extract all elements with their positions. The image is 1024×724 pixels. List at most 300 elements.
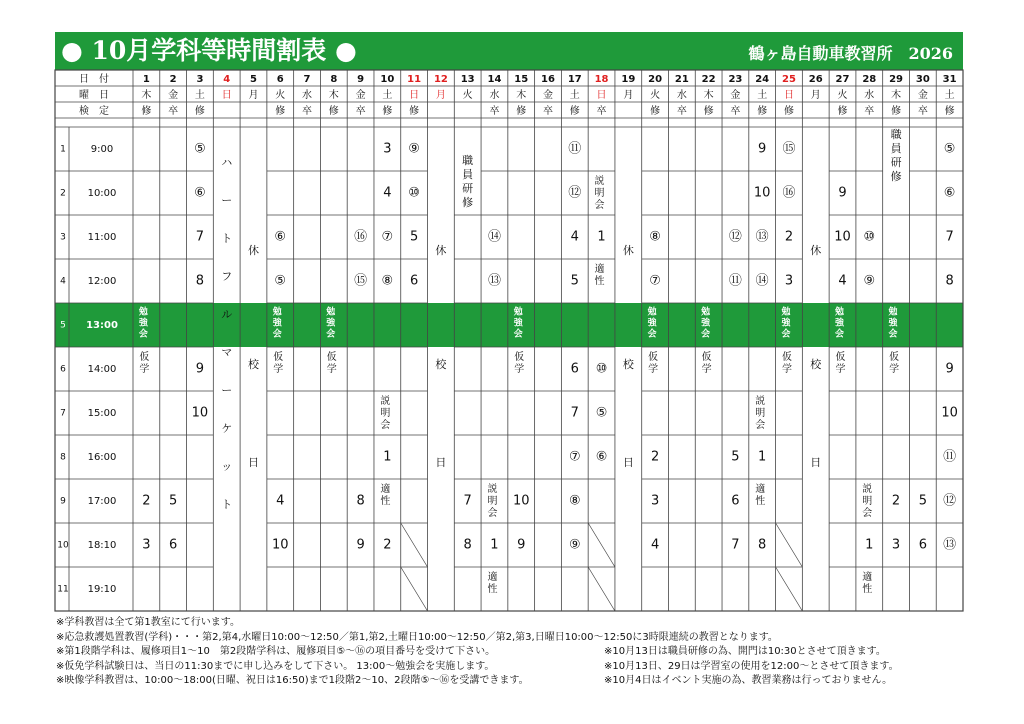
study-session-marker-char: 会 xyxy=(513,329,523,340)
cell-note-char: 明 xyxy=(487,496,498,507)
study-session-marker xyxy=(326,306,336,340)
lesson-number: 4 xyxy=(570,229,579,245)
lesson-number: 3 xyxy=(383,141,392,157)
closed-day-char: 校 xyxy=(247,358,259,371)
cell-note-char: 適 xyxy=(487,572,498,583)
day-number: 8 xyxy=(330,74,338,85)
cell-note-char: 説 xyxy=(594,176,605,187)
weekday: 日 xyxy=(783,90,794,101)
period-number: 6 xyxy=(60,364,66,375)
day-number: 13 xyxy=(460,74,475,85)
event-day-note-char: ー xyxy=(221,194,233,207)
study-session-marker-char: 強 xyxy=(781,318,791,329)
cell-note-char: 性 xyxy=(755,496,766,507)
header-label-date: 日 付 xyxy=(79,74,109,85)
footnote-line xyxy=(56,660,976,675)
cell-note-char: 仮 xyxy=(514,352,525,363)
empty-slash xyxy=(588,523,615,567)
exam-mark: 卒 xyxy=(543,106,553,117)
day-number: 16 xyxy=(541,74,555,85)
lesson-number: 10 xyxy=(512,493,530,509)
weekday: 土 xyxy=(194,90,205,101)
cell-note-char: 性 xyxy=(380,496,391,507)
study-session-marker-char: 会 xyxy=(781,329,791,340)
footnotes xyxy=(56,616,976,689)
footnote-line xyxy=(56,616,976,631)
day-number: 29 xyxy=(889,74,904,85)
day-number: 27 xyxy=(835,74,850,85)
exam-mark: 修 xyxy=(757,106,768,117)
exam-mark: 卒 xyxy=(489,106,500,117)
cell-note-char: 説 xyxy=(755,396,766,407)
day-number: 5 xyxy=(249,74,257,85)
lesson-number: ⑫ xyxy=(728,229,742,245)
closed-day-char: 休 xyxy=(247,244,259,257)
weekday: 土 xyxy=(757,90,768,101)
lesson-number: 3 xyxy=(784,273,794,289)
study-session-marker-char: 会 xyxy=(647,329,657,340)
cell-note xyxy=(836,350,846,375)
closed-day-char: 休 xyxy=(810,244,822,257)
study-session-marker-char: 会 xyxy=(138,329,148,340)
cell-note-char: 説 xyxy=(487,484,498,495)
exam-mark: 修 xyxy=(569,106,580,117)
lesson-number: ⑬ xyxy=(487,273,501,289)
header-label-weekday: 曜 日 xyxy=(79,90,109,101)
study-session-marker xyxy=(889,306,899,340)
study-session-marker-char: 会 xyxy=(888,329,898,340)
period-time: 15:00 xyxy=(87,408,117,419)
cell-note xyxy=(487,570,497,595)
period-time: 12:00 xyxy=(87,276,117,287)
cell-note xyxy=(648,350,658,375)
footnote-line xyxy=(56,645,976,660)
lesson-number: ⑩ xyxy=(863,229,876,245)
cell-note-char: 会 xyxy=(594,200,605,211)
exam-mark: 修 xyxy=(382,106,393,117)
cell-note-char: 適 xyxy=(380,484,391,495)
lesson-number: 7 xyxy=(945,229,954,245)
cell-note-char: 仮 xyxy=(889,352,900,363)
study-session-marker-char: 強 xyxy=(647,318,657,329)
study-session-marker-char: 勉 xyxy=(138,307,148,318)
lesson-number: 9 xyxy=(356,537,365,553)
closed-day-char: 休 xyxy=(435,244,447,257)
weekday: 日 xyxy=(596,90,607,101)
lesson-number: 9 xyxy=(838,185,847,201)
period-time: 19:10 xyxy=(87,584,117,595)
lesson-number: ⑤ xyxy=(194,141,206,157)
cell-note-char: 学 xyxy=(139,364,150,375)
cell-note-char: 説 xyxy=(862,484,873,495)
cell-note-char: 明 xyxy=(594,188,605,199)
period-number: 11 xyxy=(57,584,69,595)
weekday: 木 xyxy=(703,90,714,101)
cell-note-char: 性 xyxy=(594,276,605,287)
weekday: 月 xyxy=(810,90,821,101)
study-session-marker-char: 会 xyxy=(272,329,282,340)
weekday: 木 xyxy=(516,90,527,101)
staff-training-note-char: 職 xyxy=(890,128,902,141)
day-number: 9 xyxy=(357,74,365,85)
lesson-number: ⑮ xyxy=(782,141,796,157)
closed-day-char: 日 xyxy=(810,456,822,469)
exam-mark: 修 xyxy=(783,106,794,117)
day-number: 14 xyxy=(487,74,502,85)
page-title: ● 10月学科等時間割表 ● xyxy=(61,36,357,65)
cell-note-char: 学 xyxy=(326,364,337,375)
cell-note xyxy=(702,350,712,375)
period-time: 18:10 xyxy=(87,540,117,551)
period-number: 10 xyxy=(57,540,69,551)
lesson-number: ⑧ xyxy=(649,229,661,245)
lesson-number: ⑯ xyxy=(782,185,796,201)
lesson-number: 1 xyxy=(865,537,874,553)
cell-note xyxy=(273,350,283,375)
day-number: 26 xyxy=(808,74,823,85)
lesson-number: 3 xyxy=(891,537,901,553)
footnote-text-right: ※10月4日はイベント実施の為、教習業務は行っておりません。 xyxy=(604,675,893,686)
weekday: 月 xyxy=(623,90,634,101)
study-session-marker-char: 会 xyxy=(701,329,711,340)
header-label-exam: 検 定 xyxy=(79,106,109,117)
exam-mark: 修 xyxy=(703,106,714,117)
staff-training-note-char: 職 xyxy=(462,154,474,167)
exam-mark: 修 xyxy=(891,106,902,117)
empty-slash xyxy=(401,567,428,611)
day-number: 1 xyxy=(142,74,150,85)
day-number: 11 xyxy=(407,74,422,85)
cell-note xyxy=(139,350,149,375)
cell-note-char: 仮 xyxy=(273,352,284,363)
day-number: 21 xyxy=(674,74,689,85)
footnote-text: ※映像学科教習は、10:00～18:00(日曜、祝日は16:50)まで1段階2～10、2段階⑤～⑯を受講できます。 xyxy=(56,675,529,686)
period-number: 8 xyxy=(60,452,66,463)
lesson-number: 9 xyxy=(517,537,526,553)
footnote-text: ※応急救護処置教習(学科)・・・第2,第4,水曜日10:00～12:50／第1,第2,土曜日10:00～12:50／第2,第3,日曜日10:00～12:50に3時限連続の教習となります。 xyxy=(56,631,778,643)
period-time: 17:00 xyxy=(87,496,117,507)
cell-note xyxy=(782,350,792,375)
lesson-number: 7 xyxy=(195,229,205,245)
study-session-marker xyxy=(835,306,845,340)
weekday: 土 xyxy=(569,90,580,101)
lesson-number: ⑦ xyxy=(568,449,581,465)
closed-day-char: 休 xyxy=(622,244,634,257)
weekday: 木 xyxy=(328,90,339,101)
exam-mark: 卒 xyxy=(917,106,928,117)
study-session-marker xyxy=(648,306,658,340)
lesson-number: ⑧ xyxy=(381,273,394,289)
weekday: 金 xyxy=(168,90,179,101)
weekday: 火 xyxy=(650,90,661,101)
exam-mark: 修 xyxy=(837,106,848,117)
day-number: 4 xyxy=(223,74,231,85)
weekday: 月 xyxy=(248,90,259,101)
lesson-number: 7 xyxy=(570,405,579,421)
exam-mark: 卒 xyxy=(864,106,875,117)
lesson-number: 6 xyxy=(570,361,579,377)
period-time: 16:00 xyxy=(87,452,117,463)
closed-day-char: 日 xyxy=(247,456,259,469)
lesson-number: 10 xyxy=(271,537,289,553)
lesson-number: 8 xyxy=(945,273,954,289)
day-number: 30 xyxy=(915,74,930,85)
cell-note xyxy=(755,482,765,507)
event-day-note-char: ケ xyxy=(221,422,233,435)
footnote-text-right: ※10月13日は職員研修の為、開門は10:30とさせて頂きます。 xyxy=(604,646,886,657)
cell-note-char: 学 xyxy=(514,364,525,375)
weekday: 土 xyxy=(382,90,393,101)
event-day-note-char: マ xyxy=(221,346,233,359)
cell-note xyxy=(862,482,872,519)
day-number: 23 xyxy=(728,74,743,85)
lesson-number: 8 xyxy=(195,273,205,289)
cell-note-char: 学 xyxy=(835,364,846,375)
weekday: 金 xyxy=(730,90,741,101)
lesson-number: 5 xyxy=(918,493,927,509)
exam-mark: 卒 xyxy=(302,106,313,117)
lesson-number: ⑤ xyxy=(595,405,608,421)
study-session-marker-char: 勉 xyxy=(326,307,336,318)
lesson-number: 10 xyxy=(834,229,851,245)
cell-note-char: 会 xyxy=(862,508,873,519)
cell-note xyxy=(380,482,390,507)
study-row-band xyxy=(55,303,963,347)
lesson-number: 4 xyxy=(838,273,847,289)
weekday: 水 xyxy=(864,90,875,101)
cell-note-char: 仮 xyxy=(139,352,150,363)
school-name: 鶴ヶ島自動車教習所 2026 xyxy=(748,44,953,63)
cell-note-char: 仮 xyxy=(781,352,792,363)
lesson-number: 10 xyxy=(753,185,771,201)
exam-mark: 卒 xyxy=(730,106,741,117)
lesson-number: ⑬ xyxy=(943,537,957,553)
study-session-marker-char: 勉 xyxy=(701,307,711,318)
lesson-number: 2 xyxy=(784,229,794,245)
cell-note-char: 仮 xyxy=(835,352,846,363)
exam-mark: 修 xyxy=(409,106,420,117)
lesson-number: ⑪ xyxy=(728,273,742,289)
lesson-number: ⑫ xyxy=(568,185,582,201)
study-session-marker-char: 勉 xyxy=(888,307,898,318)
lesson-number: 4 xyxy=(276,493,285,509)
lesson-number: ⑤ xyxy=(943,141,956,157)
weekday: 日 xyxy=(409,90,420,101)
period-number: 3 xyxy=(60,232,66,243)
study-session-marker-char: 会 xyxy=(835,329,845,340)
weekday: 火 xyxy=(275,90,286,101)
study-session-marker-char: 勉 xyxy=(513,307,523,318)
study-session-marker xyxy=(139,306,149,340)
event-day-note-char: フ xyxy=(221,270,233,283)
staff-training-note-char: 研 xyxy=(890,156,902,169)
exam-mark: 修 xyxy=(275,106,286,117)
cell-note-char: 説 xyxy=(380,396,391,407)
weekday: 日 xyxy=(221,90,232,101)
empty-slash xyxy=(588,567,615,611)
weekday: 金 xyxy=(543,90,553,101)
exam-mark: 卒 xyxy=(676,106,687,117)
event-day-note-char: ト xyxy=(221,498,233,511)
weekday: 水 xyxy=(676,90,687,101)
lesson-number: 1 xyxy=(383,449,392,465)
event-day-note-char: ル xyxy=(221,308,233,321)
lesson-number: ⑪ xyxy=(568,141,582,157)
day-number: 2 xyxy=(169,74,177,85)
study-session-marker-char: 強 xyxy=(513,318,523,329)
lesson-number: ⑫ xyxy=(943,493,957,509)
footnote-text: ※学科教習は全て第1教室にて行います。 xyxy=(56,617,240,628)
closed-day-char: 校 xyxy=(435,358,447,371)
lesson-number: 3 xyxy=(142,537,151,553)
weekday: 月 xyxy=(435,90,446,101)
period-time: 10:00 xyxy=(87,188,117,199)
staff-training-note xyxy=(462,154,473,209)
lesson-number: ⑧ xyxy=(568,493,581,509)
exam-mark: 卒 xyxy=(355,106,366,117)
lesson-number: ⑭ xyxy=(755,273,769,289)
cell-note-char: 学 xyxy=(889,364,900,375)
period-time: 11:00 xyxy=(87,232,117,243)
staff-training-note-char: 修 xyxy=(462,196,474,209)
study-session-marker-char: 強 xyxy=(835,318,845,329)
study-session-marker xyxy=(781,306,791,340)
lesson-number: 8 xyxy=(758,537,767,553)
staff-training-note-char: 員 xyxy=(462,168,474,181)
cell-note-char: 学 xyxy=(273,364,284,375)
lesson-number: ⑨ xyxy=(863,273,876,289)
cell-note-char: 適 xyxy=(755,484,766,495)
empty-slash xyxy=(776,567,803,611)
study-session-marker-char: 強 xyxy=(272,318,282,329)
cell-note-char: 会 xyxy=(380,420,391,431)
lesson-number: ⑦ xyxy=(381,229,394,245)
cell-note-char: 明 xyxy=(380,408,391,419)
event-day-note-char: ー xyxy=(221,384,233,397)
period-number: 2 xyxy=(60,188,66,199)
lesson-number: 9 xyxy=(195,361,205,377)
footnote-line xyxy=(56,631,976,646)
lesson-number: 10 xyxy=(191,405,209,421)
lesson-number: 5 xyxy=(409,229,419,245)
day-number: 12 xyxy=(433,74,448,85)
cell-note-char: 会 xyxy=(755,420,766,431)
lesson-number: 2 xyxy=(891,493,901,509)
lesson-number: 1 xyxy=(597,229,606,245)
cell-note-char: 仮 xyxy=(701,352,712,363)
exam-mark: 修 xyxy=(328,106,339,117)
empty-slash xyxy=(401,523,428,567)
event-day-note-char: ッ xyxy=(221,460,233,473)
lesson-number: 3 xyxy=(650,493,660,509)
day-number: 15 xyxy=(514,74,529,85)
event-day-note-char: ト xyxy=(221,232,233,245)
cell-note-char: 仮 xyxy=(326,352,337,363)
footnote-line xyxy=(56,674,976,689)
lesson-number: 9 xyxy=(945,361,954,377)
cell-note-char: 性 xyxy=(487,584,498,595)
lesson-number: ⑥ xyxy=(595,449,608,465)
weekday: 金 xyxy=(355,90,366,101)
cell-note xyxy=(595,174,605,211)
staff-training-note xyxy=(891,128,902,183)
study-session-marker-char: 勉 xyxy=(781,307,791,318)
cell-note xyxy=(514,350,524,375)
day-number: 31 xyxy=(942,74,957,85)
lesson-number: 6 xyxy=(918,537,927,553)
staff-training-note-char: 員 xyxy=(890,142,902,155)
day-number: 17 xyxy=(567,74,582,85)
period-time: 13:00 xyxy=(86,320,118,331)
cell-note-char: 会 xyxy=(487,508,498,519)
footnote-text: ※仮免学科試験日は、当日の11:30までに申し込みをして下さい。 13:00～勉強会を実施します。 xyxy=(56,660,495,672)
weekday: 火 xyxy=(462,90,473,101)
cell-note-char: 性 xyxy=(862,584,873,595)
day-number: 10 xyxy=(380,74,395,85)
day-number: 18 xyxy=(594,74,609,85)
lesson-number: 2 xyxy=(383,537,392,553)
cell-note xyxy=(327,350,337,375)
exam-mark: 修 xyxy=(944,106,955,117)
cell-note-char: 明 xyxy=(755,408,766,419)
day-number: 25 xyxy=(782,74,796,85)
lesson-number: ⑯ xyxy=(354,229,368,245)
period-number: 9 xyxy=(60,496,66,507)
empty-slash xyxy=(776,523,803,567)
cell-note xyxy=(755,394,765,431)
cell-note xyxy=(380,394,390,431)
cell-note-char: 適 xyxy=(594,264,605,275)
lesson-number: ⑦ xyxy=(649,273,661,289)
period-time: 9:00 xyxy=(90,144,114,155)
lesson-number: ⑩ xyxy=(408,185,420,201)
lesson-number: 7 xyxy=(731,537,740,553)
study-session-marker xyxy=(701,306,711,340)
study-session-marker xyxy=(514,306,524,340)
cell-note xyxy=(595,262,605,287)
lesson-number: ⑨ xyxy=(568,537,581,553)
lesson-number: 8 xyxy=(356,493,365,509)
exam-mark: 修 xyxy=(141,106,152,117)
cell-note-char: 仮 xyxy=(648,352,659,363)
weekday: 木 xyxy=(141,90,152,101)
study-session-marker-char: 強 xyxy=(888,318,898,329)
closed-day-char: 日 xyxy=(622,456,634,469)
lesson-number: ⑪ xyxy=(943,449,957,465)
lesson-number: ⑭ xyxy=(487,229,501,245)
lesson-number: 2 xyxy=(142,493,151,509)
exam-mark: 修 xyxy=(194,106,205,117)
closed-day-char: 校 xyxy=(810,358,822,371)
period-number: 5 xyxy=(60,320,66,331)
cell-note xyxy=(862,570,872,595)
lesson-number: 1 xyxy=(490,537,499,553)
lesson-number: 6 xyxy=(731,493,740,509)
lesson-number: 5 xyxy=(169,493,178,509)
staff-training-note-char: 修 xyxy=(890,170,902,183)
study-session-marker-char: 強 xyxy=(701,318,711,329)
weekday: 土 xyxy=(944,90,955,101)
lesson-number: 7 xyxy=(463,493,472,509)
period-number: 7 xyxy=(60,408,66,419)
footnote-text: ※第1段階学科は、履修項目1～10 第2段階学科は、履修項目⑤～⑯の項目番号を受けて下さい。 xyxy=(56,646,496,657)
cell-note-char: 明 xyxy=(862,496,873,507)
lesson-number: 5 xyxy=(570,273,579,289)
lesson-number: 6 xyxy=(409,273,419,289)
weekday: 火 xyxy=(837,90,848,101)
cell-note xyxy=(487,482,497,519)
lesson-number: 5 xyxy=(731,449,740,465)
